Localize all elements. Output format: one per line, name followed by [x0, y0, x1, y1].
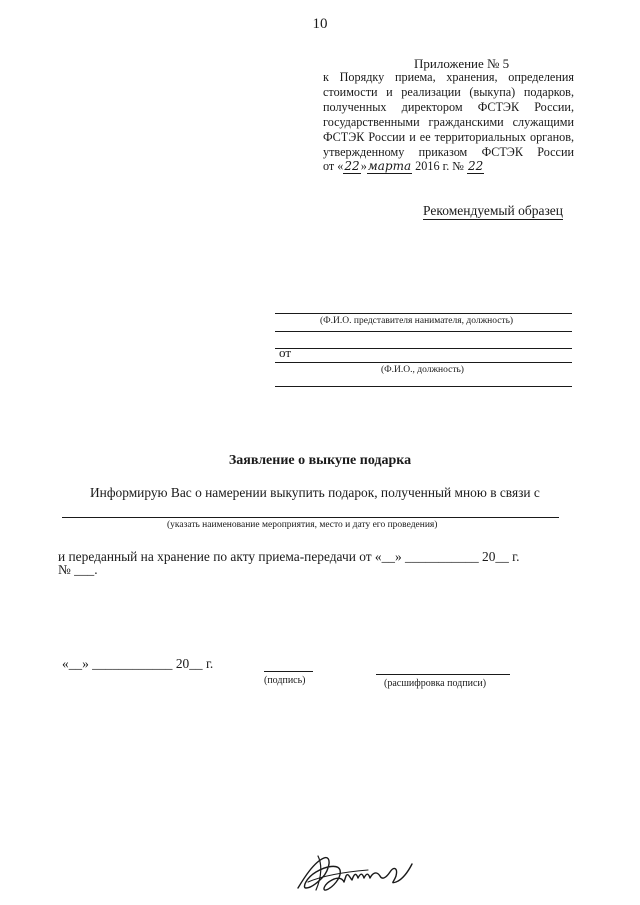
sample-label: Рекомендуемый образец: [423, 203, 564, 218]
annex-line: ФСТЭК России и ее территориальных органов,: [323, 129, 574, 144]
annex-line: полученных директором ФСТЭК России,: [323, 99, 574, 114]
from-label: от: [279, 345, 292, 360]
handwritten-signature: [292, 848, 418, 900]
signature-date: «__» ____________ 20__ г.: [62, 656, 214, 671]
applicant-line: [275, 362, 572, 363]
blank-line: [275, 386, 572, 387]
signature-line: [264, 671, 313, 672]
annex-line: утвержденному приказом ФСТЭК России: [323, 144, 574, 159]
blank-line: [275, 348, 572, 349]
date-quote: »: [360, 159, 367, 174]
decode-caption: (расшифровка подписи): [384, 678, 487, 689]
act-number-text: № ___.: [58, 562, 98, 577]
annex-title: Приложение № 5: [414, 56, 510, 71]
applicant-caption: (Ф.И.О., должность): [381, 365, 464, 375]
annex-line: государственными гражданскими служащими: [323, 114, 574, 129]
page-number: 10: [312, 16, 328, 32]
inform-text: Информирую Вас о намерении выкупить подарок, полученный мною в связи с: [90, 485, 540, 500]
decode-line: [376, 674, 510, 675]
annex-line: стоимости и реализации (выкупа) подарков,: [323, 84, 574, 99]
event-line: [62, 517, 559, 518]
year-text: 2016 г. №: [415, 159, 464, 174]
annex-date-line: [323, 159, 574, 174]
representative-caption: (Ф.И.О. представителя нанимателя, должность): [320, 316, 514, 326]
handwritten-order-number: 22: [467, 159, 484, 174]
handwritten-month: марта: [367, 159, 412, 174]
blank-line: [275, 331, 572, 332]
handwritten-day: 22: [344, 159, 360, 174]
representative-line: [275, 313, 572, 314]
annex-line: к Порядку приема, хранения, определения: [323, 70, 574, 84]
transfer-text: и переданный на хранение по акту приема-передачи от «__» ___________ 20__ г.: [58, 549, 520, 564]
statement-heading: Заявление о выкупе подарка: [228, 453, 412, 468]
signature-caption: (подпись): [264, 675, 306, 686]
date-prefix: от «: [323, 159, 344, 174]
annex-description: [323, 70, 574, 174]
event-caption: (указать наименование мероприятия, место и дату его проведения): [167, 520, 438, 530]
